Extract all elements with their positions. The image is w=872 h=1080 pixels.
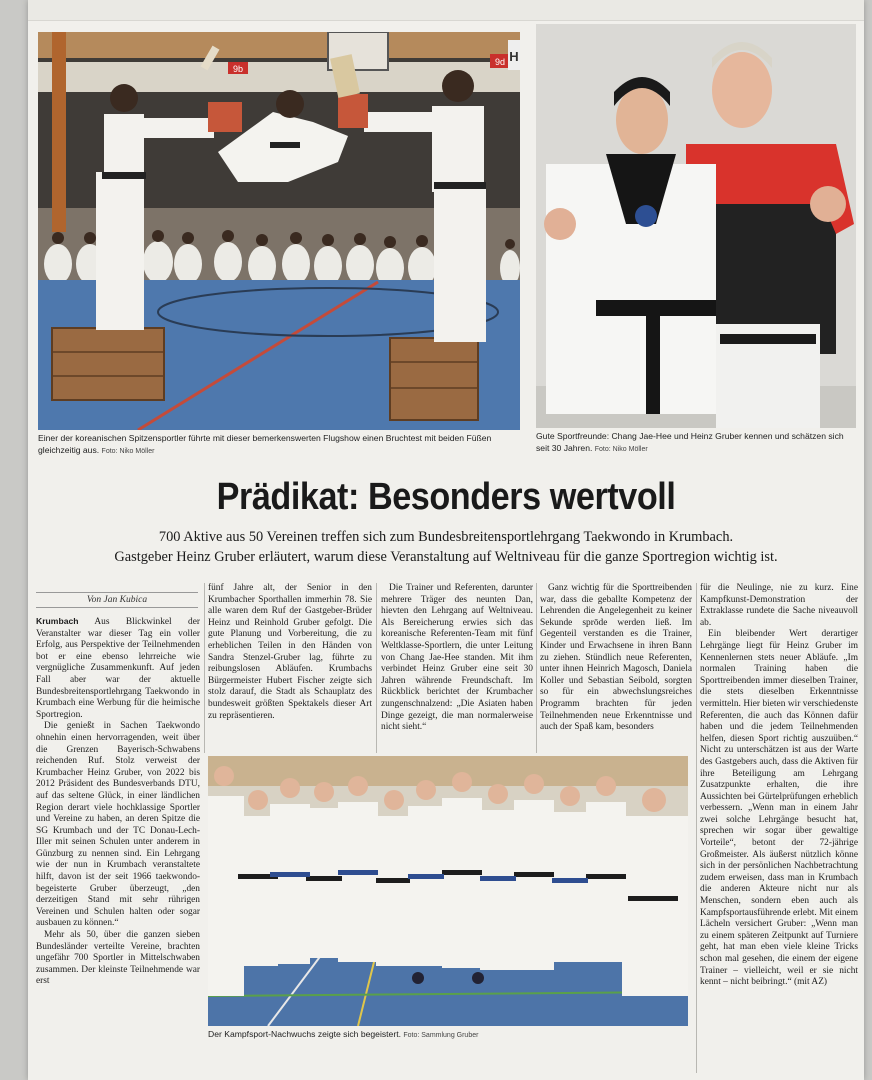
article-paragraph: Mehr als 50, über die ganzen sieben Bundesländer verteilte Vereine, brachten ungefähr 700 Sportler in Mittelschwaben zusammen. Der kleinste Teilnehmende war erst [36,930,200,987]
hall-sign-letter: H [509,49,519,64]
article-paragraph: Die genießt in Sachen Taekwondo ohnehin einen hervorragenden, weit über die Grenzen Bayerisch-Schwabens reichenden Ruf. Stolz verweist der Krumbacher Heinz Gruber, von 2022 bis 2012 Präsident des Bundesverbands DTU, auf das seltene Glück, in einer ländlichen Region derart viele hochklassige Sportler und Vereine zu haben, an deren Spitze die SG Krumbach und der TC Donau-Lech-Iller mit seinen Schulen unter anderem in Günzburg zu nennen sind. Ein Lehrgang wie der nun in Krumbach veranstaltete hilft, davon ist der seit 1966 taekwondo-begeisterte Gruber überzeugt, „den derzeitigen Stand mit sehr rührigen Vereinen und Schulen halten oder sogar ausbauen zu können.“ [36,721,200,929]
caption-text: Einer der koreanischen Spitzensportler führte mit dieser bemerkenswerten Flugshow einen Bruchtest mit beiden Füßen gleichzeitig aus. [38,433,492,455]
article-column-3 [381,583,533,734]
column-rule [204,583,205,753]
caption-photo2 [536,430,858,456]
photo-flying-kick-demonstration [38,32,520,430]
previous-article-strip [28,0,864,21]
article-column-1 [36,616,200,988]
column-rule [376,583,377,753]
photo-credit: Foto: Niko Möller [594,446,648,453]
article-paragraph: Ein bleibender Wert derartiger Lehrgänge liegt für Heinz Gruber im Kennenlernen stets neuer Abläufe. „Im normalen Training haben die Sporttreibenden immer dieselben Trainer, die stets dieselben Erkenntnisse vermitteln. Hier bieten wir verschiedenste Referenten, die auch das Können dafür haben und die jedem Teilnehmenden helfen, diesen Sport richtig auszuüben.“ Nicht zu unterschätzen ist aus der Warte des Gastgebers auch, dass die Aktiven für ihre Beteiligung am Lehrgang Zusatzpunkte erhalten, die ihre Aussichten bei Gürtelprüfungen erheblich verbessern. „Wenn man in einem Jahr zwei solche Lehrgänge besucht hat, sprechen wir sogar über gewaltige Vorteile“, betont der 72-jährige Großmeister. Als äußerst nützlich könne sich in der persönlichen Nachbetrachtung zudem erweisen, dass man in Krumbach die anderen Akteure nicht nur als Menschen, sondern eben auch als Kampfsportausführende erlebt. Mit einem Lächeln versichert Gruber: „Wenn man zu einem späteren Zeitpunkt auf Turniere geht, hat man eben viele kleine Tricks schon mal gesehen, die einem der eigene Trainer – vielleicht, weil er sie nicht kennt – nicht beibringt.“ (mit AZ) [700,629,858,988]
article-paragraph: Die Trainer und Referenten, darunter mehrere Träger des neunten Dan, hievten den Lehrgang auf Weltniveau. Als Bereicherung erwies sich das koreanische Referenten-Team mit fünf Weltklasse-Sportlern, die unter Leitung von Chang Jae-Hee standen. Mit ihm verbindet Heinz Gruber eine seit 30 Jahren währende Freundschaft. Im Rückblick berichtet der Krumbacher zungenschnalzend: „Die Asiaten haben Dinge gezeigt, die man normalerweise nicht sieht.“ [381,583,533,733]
article-column-5 [700,583,858,989]
caption-photo3 [208,1028,688,1042]
subheadline [58,527,834,567]
article-paragraph [36,616,200,721]
article-column-2 [208,583,372,722]
newspaper-page [28,0,864,1080]
article-paragraph: Ganz wichtig für die Sporttreibenden war, dass die geballte Kompetenz der Lehrenden die Angelegenheit zu keiner Sekunde sprōde werden ließ. Im Gegenteil verstanden es die Trainer, Kinder und Erwachsene in ihren Bann zu ziehen. Stündlich neue Referenten, unter ihnen Heinrich Magosch, Daniela Koller und Sebastian Seibold, sorgten so für ein abwechslungsreiches Programm brachten für jeden Teilnehmenden neue Erkenntnisse und auch der Spaß kam, besonders [540,583,692,733]
hall-sign-left: 9b [232,64,244,74]
paragraph-text: Aus Blickwinkel der Veranstalter war dieser Tag ein voller Erfolg, aus Perspektive der Teilnehmenden bot er eine ebenso lehrreiche wie vergnügliche Zusammenkunft. Auf jeden Fall aber war der aktuelle Bundesbreitensportlehrgang Taekwondo in Krumbach eine Werbung für die heimische Sportregion. [36,617,201,720]
photo-credit: Foto: Sammlung Gruber [403,1032,479,1039]
caption-text: Der Kampfsport-Nachwuchs zeigte sich begeistert. [208,1029,401,1039]
subheadline-line-1: 700 Aktive aus 50 Vereinen treffen sich zum Bundesbreitensportlehrgang Taekwondo in Krumbach. [158,529,734,545]
hall-sign-right: 9d [494,57,506,67]
column-rule [696,583,697,1073]
dateline: Krumbach [36,616,79,626]
caption-photo1 [38,432,518,458]
photo-credit: Foto: Niko Möller [101,448,155,455]
byline: Von Jan Kubica [36,592,198,608]
article-paragraph: für die Neulinge, nie zu kurz. Eine Kampfkunst-Demonstration der Extraklasse rundete die Sache niveauvoll ab. [700,583,858,628]
photo-young-taekwondo-group [208,756,688,1026]
article-paragraph: fünf Jahre alt, der Senior in den Krumbacher Sporthallen immerhin 78. Sie alle waren dem Ruf der Gastgeber-Brüder Heinz und Reinhold Gruber gefolgt. Die gute Planung und Vorbereitung, die zu erheblichen Teilen in den Händen von Sandra Stenzel-Gruber lag, führte zu reibungslosen Abläufen. Krumbachs Bürgermeister Hubert Fischer zeigte sich stolz darauf, die Stadt als Schauplatz des bundesweit größten Spektakels dieser Art zu repräsentieren. [208,583,372,721]
article-column-4 [540,583,692,734]
caption-text: Gute Sportfreunde: Chang Jae-Hee und Heinz Gruber kennen und schätzen sich seit 30 Jahren. [536,431,844,453]
headline: Prädikat: Besonders wertvoll [216,476,676,518]
column-rule [536,583,537,753]
subheadline-line-2: Gastgeber Heinz Gruber erläutert, warum diese Veranstaltung auf Weltniveau für die ganze Sportregion wichtig ist. [114,549,778,565]
photo-chang-jae-hee-and-heinz-gruber [536,24,856,428]
